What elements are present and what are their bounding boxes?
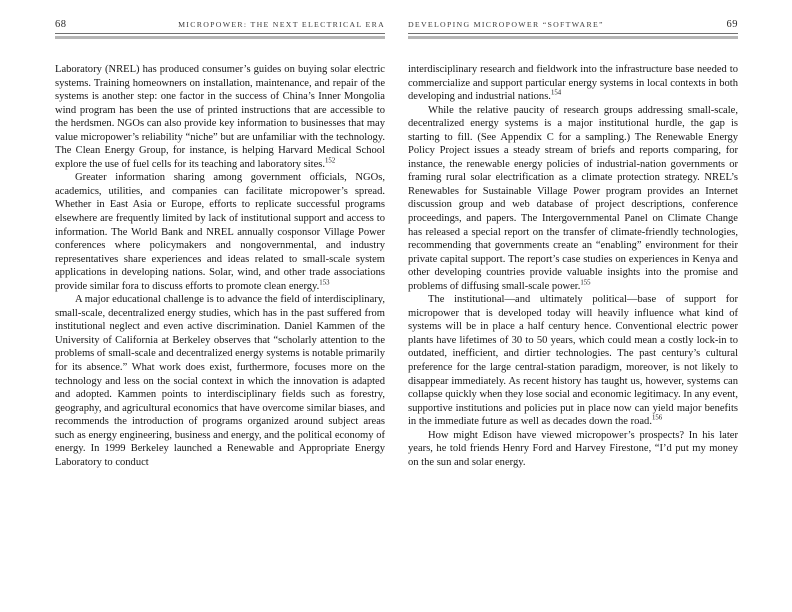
left-page xyxy=(55,19,385,469)
running-head-right: DEVELOPING MICROPOWER “SOFTWARE” xyxy=(408,20,604,29)
header-rule-left xyxy=(55,33,385,39)
paragraph xyxy=(408,429,738,470)
footnote-ref: 152 xyxy=(325,157,336,165)
paragraph-text: While the relative paucity of research groups addressing small-scale, decentralized energy systems is a major institutional hurdle, the gap is starting to fill. (See Appendix C for a sampling.) The Renewable Energy Policy Project issues a steady stream of briefs and reports comparing, for instance, the renewable energy policies of industrial-nation governments or framing rural solar electrification as a climate protection strategy. NREL’s Renewables for Sustainable Village Power program provides an Internet discussion group and web database of project descriptions, conference proceedings, and papers. The Intergovernmental Panel on Climate Change has released a special report on the transfer of climate-friendly technologies, recommending that governments create an “enabling” environment for their private capital support. The report’s case studies on experiences in Kenya and other developing countries provide valuable insights into the promise and problems of diffusing small-scale power. xyxy=(408,104,738,292)
paragraph xyxy=(408,293,738,428)
footnote-ref: 155 xyxy=(580,279,591,287)
page-number-right: 69 xyxy=(726,19,738,30)
paragraph-text: The institutional—and ultimately political—base of support for micropower that is developed today will heavily influence what kind of systems will be in place a half century hence. Conventional electric power plants have lifetimes of 30 to 50 years, which could mean a costly lock-in to outdated, inefficient, and dirtier technologies. The past century’s cultural preference for the large central-station paradigm, moreover, is not likely to disappear immediately. As recent history has taught us, however, systems can collapse quickly when they lose social and economic legitimacy. In any event, supportive institutions and policies put in place now can yield major benefits in the immediate future as well as decades down the road. xyxy=(408,294,738,428)
paragraph xyxy=(55,171,385,293)
paragraph xyxy=(55,293,385,469)
paragraph xyxy=(55,63,385,171)
right-page-body xyxy=(408,63,738,469)
paragraph-text: How might Edison have viewed micropower’s prospects? In his later years, he told friends Henry Ford and Harvey Firestone, “I’d put my money on the sun and solar energy. xyxy=(408,429,738,468)
left-page-body xyxy=(55,63,385,469)
footnote-ref: 153 xyxy=(319,279,330,287)
paragraph xyxy=(408,104,738,294)
right-page xyxy=(408,19,738,469)
paragraph xyxy=(408,63,738,104)
right-page-header xyxy=(408,19,738,31)
paragraph-text: interdisciplinary research and fieldwork into the infrastructure base needed to commercialize and support particular energy systems in local contexts in both developing and industrial nations. xyxy=(408,64,738,103)
page-number-left: 68 xyxy=(55,19,67,30)
running-head-left: MICROPOWER: THE NEXT ELECTRICAL ERA xyxy=(178,20,385,29)
footnote-ref: 156 xyxy=(651,414,663,422)
paragraph-text: A major educational challenge is to advance the field of interdisciplinary, small-scale, decentralized energy studies, which has in the past suffered from institutional neglect and even active discrimination. Daniel Kammen of the University of California at Berkeley observes that “scholarly attention to the problems of small-scale and decentralized energy systems is notable primarily for its absence.” What work does exist, furthermore, focuses more on the technology and less on the social context in which the innovation is adapted and adopted. Kammen points to interdisciplinary fields such as forestry, geography, and agricultural economics that have overcome similar biases, and recommends the introduction of programs organized around subject areas such as energy engineering, business and energy, and the political economy of energy. In 1999 Berkeley launched a Renewable and Appropriate Energy Laboratory to conduct xyxy=(55,294,385,468)
paragraph-text: Laboratory (NREL) has produced consumer’s guides on buying solar electric systems. Training homeowners on installation, maintenance, and repair of the systems is another step: one factor in the success of China’s Inner Mongolia wind program has been the use of printed instructions that are accessible to the herdsmen. NGOs can also provide key information to businesses that may value micropower’s reliability “niche” but are unfamiliar with the technology. The Clean Energy Group, for instance, is helping Harvard Medical School explore the use of fuel cells for its teaching and laboratory sites. xyxy=(55,64,385,170)
header-rule-right xyxy=(408,33,738,39)
footnote-ref: 154 xyxy=(550,89,562,97)
left-page-header xyxy=(55,19,385,31)
paragraph-text: Greater information sharing among government officials, NGOs, academics, utilities, and companies can facilitate micropower’s spread. Whether in East Asia or Europe, efforts to replicate successful programs elsewhere are frequently limited by lack of institutional support and access to information. The World Bank and NREL annually cosponsor Village Power conferences where policymakers and nongovernmental, and industry representatives share experiences and ideas related to small-scale system applications in developing nations. Solar, wind, and other trade associations provide similar fora to discuss efforts to promote clean energy. xyxy=(55,172,385,292)
